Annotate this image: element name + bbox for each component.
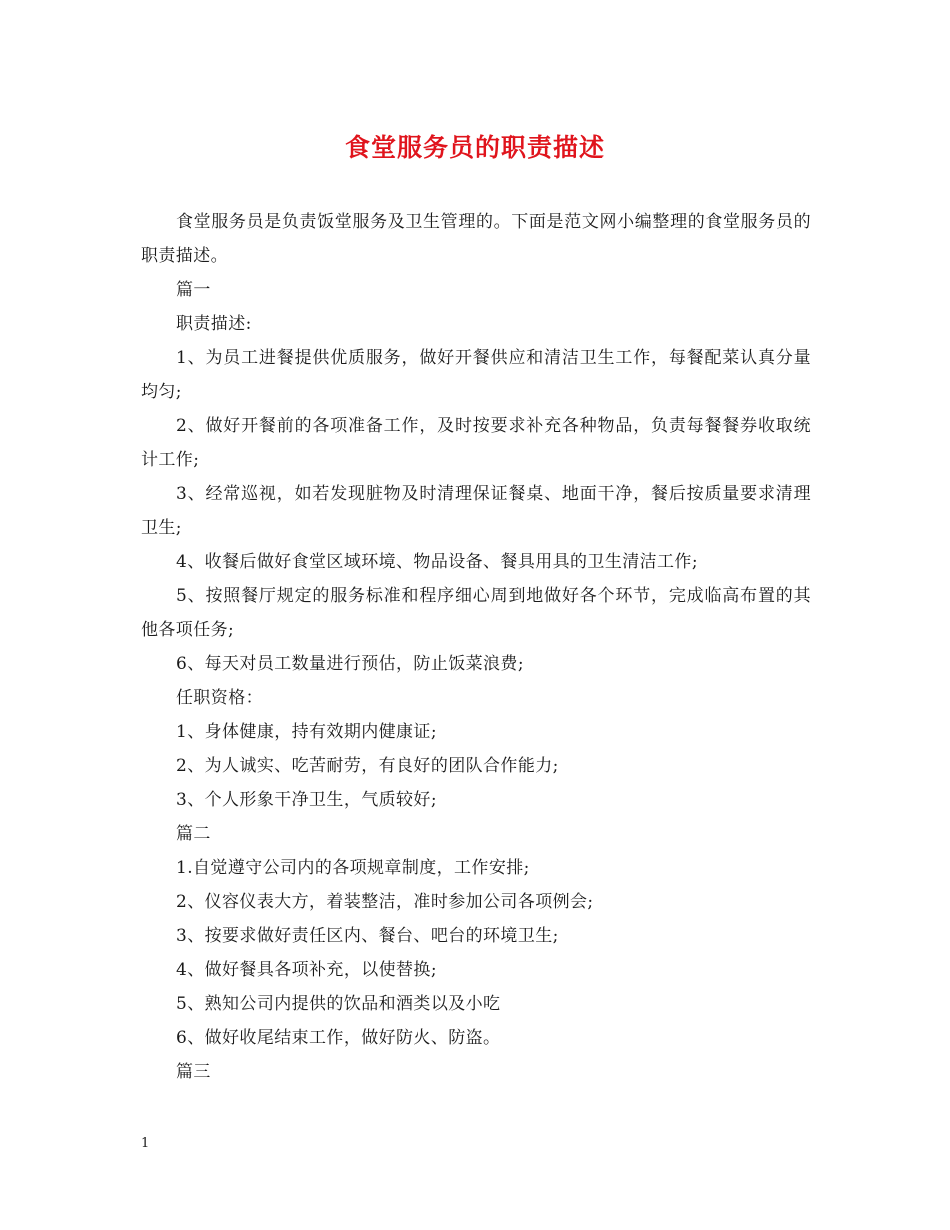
subheading-qualifications: 任职资格：: [176, 688, 263, 708]
list-item: 6、每天对员工数量进行预估，防止饭菜浪费;: [176, 654, 524, 674]
page-number: 1: [141, 1136, 150, 1151]
subheading-duties: 职责描述:: [176, 314, 252, 334]
list-item: 3、按要求做好责任区内、餐台、吧台的环境卫生;: [176, 926, 559, 946]
list-item: 2、做好开餐前的各项准备工作，及时按要求补充各种物品，负责每餐餐券收取统计工作;: [141, 416, 811, 470]
document-title: 食堂服务员的职责描述: [344, 133, 605, 162]
paragraph-intro: 食堂服务员是负责饭堂服务及卫生管理的。下面是范文网小编整理的食堂服务员的职责描述。: [141, 212, 811, 266]
section-heading-2: 篇二: [176, 824, 211, 844]
document-body: [141, 205, 811, 1089]
list-item: 3、个人形象干净卫生，气质较好;: [176, 790, 437, 810]
list-item: 3、经常巡视，如若发现脏物及时清理保证餐桌、地面干净，餐后按质量要求清理卫生;: [141, 484, 811, 538]
list-item: 5、按照餐厅规定的服务标准和程序细心周到地做好各个环节，完成临高布置的其他各项任务;: [141, 586, 811, 640]
list-item: 4、收餐后做好食堂区域环境、物品设备、餐具用具的卫生清洁工作;: [176, 552, 698, 572]
list-item: 2、为人诚实、吃苦耐劳，有良好的团队合作能力;: [176, 756, 559, 776]
list-item: 6、做好收尾结束工作，做好防火、防盗。: [176, 1028, 501, 1048]
list-item: 2、仪容仪表大方，着装整洁，准时参加公司各项例会;: [176, 892, 594, 912]
list-item: 1.自觉遵守公司内的各项规章制度，工作安排;: [176, 858, 530, 878]
section-heading-3: 篇三: [176, 1062, 211, 1082]
section-heading-1: 篇一: [176, 280, 211, 300]
list-item: 4、做好餐具各项补充，以使替换;: [176, 960, 437, 980]
list-item: 1、身体健康，持有效期内健康证;: [176, 722, 437, 742]
list-item: 1、为员工进餐提供优质服务，做好开餐供应和清洁卫生工作，每餐配菜认真分量均匀;: [141, 348, 811, 402]
list-item: 5、熟知公司内提供的饮品和酒类以及小吃: [176, 994, 501, 1014]
